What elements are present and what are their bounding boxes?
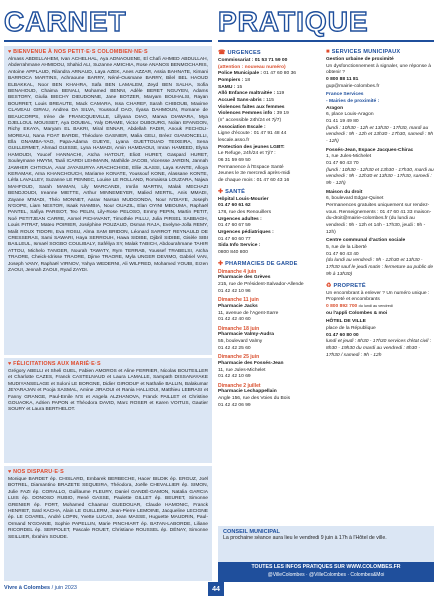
sante-line: 01 47 60 67 59 bbox=[218, 223, 251, 229]
pratique-rule bbox=[218, 40, 434, 42]
ccas-hours: (du lundi au vendredi : 9h - 12h30 et 13h30 - 17h30 sauf le jeudi matin : fermeture au public de 9h à 13h30) bbox=[326, 258, 434, 277]
maison-addr: 6, boulevard Edgar-Quinet bbox=[326, 196, 384, 202]
web-link[interactable]: TOUTES LES INFOS PRATIQUES SUR WWW.COLOMBES.FR bbox=[251, 564, 401, 570]
weddings-text: Grégory ABELLI et Sheli GUEL, Fabien AMOROS et Aline FERRIER, Nicolas BOUTEILLER et Charlotte CAZES, Franck CASTELNAUD et Laura LAMALLE, Sampath DISSANAYAKE MUDIYANSELAGE et Soloni LE BORGNE, Didier GIRODUF et Nathalie BALLIN, Balakumar JEYARAJAN et Pooja SASMAL, Amine JIRAOUI et Rania HALLIOUI, Matthieu LEBRASI et Fanny GRANGE, Paul-Emile N'S et Angela ALZHANOVA, Franck PAILLET et Christine GOUAOKA, Adrien PAPON et Théodora DAVID, Marc ROSER et Karen VOITUS, Gautier SOURY et Laura BERTHELOT. bbox=[8, 369, 208, 413]
pratique-column-1 bbox=[218, 46, 322, 409]
sante-line: 0800 840 800 bbox=[218, 250, 248, 256]
deaths-title: ♥ NOS DISPARU·E·S bbox=[8, 469, 64, 475]
aragon-hours: (lundi : 10h30 - 12h et 13h30 - 17h30, mardi au vendredi : 9h - 12h et 13h30 - 17h30, samedi : 9h - 12h) bbox=[326, 125, 434, 145]
urgences-line: Protection des jeunes LGBT: bbox=[218, 144, 285, 150]
carnet-column bbox=[4, 46, 212, 584]
proprete-text: Un encombrant à enlever ? Un numéro unique : Propreté et encombrants bbox=[326, 290, 430, 303]
pharmacy-entry: Dimanche 11 juin Pharmacie Jacks 11, avenue de l'Agent-Sarre 01 42 42 40 60 bbox=[218, 297, 279, 323]
conseil-title: CONSEIL MUNICIPAL bbox=[223, 529, 280, 535]
proprete-tel: 0 800 892 700 du lundi au vendredi bbox=[326, 303, 393, 309]
deaths-text: Monique BARDET ép. CHISLARD, Embarek BERBECHE, Hacer BILDIK ép. ERGUZ, Joël BOTREL, Diamantino BRAZETE SEQUEIRA, Théodora, Joëlle CHEVALLIER ép. SIMON, Julie FAZI ép. CORALLO, Guillaume FLEURY, Daniel GANDÉ-GAMON, Natalia GARCIA LUIS ép. DONOSO RUBIO, René GASSE, Paulette GILLET ép. BEURET, Simonne GRENIER ép. FORT, Mohamed Chaamar GUEDOUAR, Claude HAMONIC, Franck HENRIET, Saïd KACHA, Alain LE GUILLERM, Jean-Pierre LEMOINE, Jacqueline LECIGNE ép. LE COAREL, André LOPIN, Yvette LUCAS, Jean MASSE, Huguette MAUDRIN, Paul-Ormand N'GOANIE, Sophie PAPELLIN, Marie PINCHIART ép. BATAN-LABORDE, Liliane RICORDEL ép. SERPOLET, Pascale ROUET, Christiane ROUSSEL ép. DÉNAY, Simonne SEILLIER, Ibrahim SOUDE. bbox=[8, 477, 208, 540]
ccas-title: Centre communal d'action sociale bbox=[326, 238, 406, 244]
gestion-tel: 0 800 88 11 81 bbox=[326, 77, 359, 83]
proprete-title: ♻ PROPRETÉ bbox=[326, 282, 366, 289]
births-box bbox=[4, 46, 212, 355]
urgences-line: SAMU : 15 bbox=[218, 84, 243, 90]
pharmacies-title: ✚ PHARMACIES DE GARDE bbox=[218, 260, 298, 267]
urgences-line: (n° accessible 24h/24 et 7j/7) bbox=[218, 118, 282, 124]
urgences-line: Ligne d'écoute : 01 47 91 48 44 bbox=[218, 131, 287, 137]
births-title: ♥ BIENVENUE À NOS PETIT·E·S COLOMBIEN·NE·S bbox=[8, 49, 148, 55]
pharmacy-entry: Dimanche 4 juin Pharmacie des Grèves 215, rue de Président-Salvador-Allende 01 42 42 10 96 bbox=[218, 268, 304, 294]
weddings-title: ♥ FÉLICITATIONS AUX MARIÉ·E·S bbox=[8, 361, 101, 367]
pharmacy-entry: Dimanche 25 juin Pharmacie des Fossés-Jean 11, rue Jules-Michelet 01 42 42 10 69 bbox=[218, 354, 284, 380]
ccas-tel: 01 47 60 43 40 bbox=[326, 251, 359, 257]
heart-icon: ♥ bbox=[8, 49, 14, 55]
carnet-title: CARNET bbox=[4, 6, 127, 37]
web-bar bbox=[218, 562, 434, 582]
gestion-text: Un dysfonctionnement à signaler, une réponse à obtenir ? bbox=[326, 63, 431, 76]
urgences-title: ☎ URGENCES bbox=[218, 50, 261, 56]
urgences-line: de chaque mois : 01 47 60 43 16 bbox=[218, 178, 290, 184]
sante-line: Hôpital Louis-Mourier bbox=[218, 196, 269, 202]
carnet-rule bbox=[4, 40, 212, 42]
maison-text: Permanences gratuites uniquement sur rendez-vous. Renseignements : 01 47 60 41 33 maison-du-droit@mairie-colombes.fr (du lundi au vendredi : 9h - 12h et 14h - 17h30, jeudi : 9h - 12h) bbox=[326, 203, 432, 235]
hotel-addr: place de la République bbox=[326, 325, 376, 331]
urgences-line: Le Refuge, 24h/24 et 7j/7 : bbox=[218, 151, 276, 157]
urgences-line: (attention : nouveau numéro) bbox=[218, 64, 286, 70]
services-title: ■ SERVICES MUNICIPAUX bbox=[326, 49, 401, 55]
urgences-line: Violences Femmes info : 39 19 bbox=[218, 111, 289, 117]
recycle-icon: ♻ bbox=[326, 282, 334, 289]
fosses-tel: 01 47 60 43 70 bbox=[326, 161, 359, 167]
pharmacy-entry: Dimanche 18 juin Pharmacie Valmy-Audra 55, boulevard Valmy 01 42 42 25 60 bbox=[218, 325, 274, 351]
fosses-title: Fossés-Jean, Espace Jacques-Chirac bbox=[326, 147, 414, 153]
urgences-line: Jeunes le 3e mercredi après-midi bbox=[218, 171, 291, 177]
aragon-title: Aragon bbox=[326, 105, 344, 111]
conseil-text: La prochaine séance aura lieu le vendredi 9 juin à 17h à l'Hôtel de ville. bbox=[223, 535, 387, 541]
phone-icon: ☎ bbox=[218, 50, 228, 56]
plus-icon: ✚ bbox=[218, 260, 226, 267]
heart-icon: ♥ bbox=[8, 361, 14, 367]
urgences-line: Association Escale : bbox=[218, 124, 266, 130]
urgences-line: Commissariat : 01 53 71 59 00 bbox=[218, 58, 288, 63]
weddings-box bbox=[4, 358, 212, 463]
proprete-app: ou l'appli Colombes & moi bbox=[326, 310, 388, 316]
plus-icon: ✚ bbox=[218, 188, 226, 195]
fosses-addr: 1, rue Jules-Michelet bbox=[326, 154, 372, 160]
hotel-title: HÔTEL DE VILLE bbox=[326, 319, 366, 325]
gestion-title: Gestion urbaine de proximité bbox=[326, 57, 394, 62]
page-number: 44 bbox=[208, 582, 224, 596]
births-text: Almass ABDELLAHEM, Ivan ACHELHAL, Aya ADNAOUENE, El Chafi AHMED ABDULLAH, Abderrahmane AHMIDOU, Shahid ALI, Suzanne AMICHIA, Rose ANANOS BENMOCHARIS, Antoine APPLAUD, Rilandra ARNAUD, Laya AZEK, Anes AZZAR, Assia BAHNATE, Kimani BARROCA MARTINS, Achraoune BARRY, Néné-Ousmane BARRY, Bilel BEL HAOUD ELBAKKAL, Noor BEN KHAHRA, Safa BEN LAMALEM, Zeyd BEN SALHA, Sofia BENAHOUD, Chaima BENALI, Mohamed BENNI, Adèle BERET NGUYEN, Adams BESTORY, Giulia BIECHY DIEUDONNE, Jane BOTZER, Maryam BOUHALSI, Rayan BOURRET, Louis BREAUTE, Mack CAMARA, Issa CHAREF, Sarah CHIBOUB, Maxime CLAVEAU GIRAU, Andrea DA SILVA, Youssouf DAO, Ilyasa DAHMOUN, Romane de BEAUCORPS, Irène de FRANCQUEVILLE, Lillyana DIAO, Marwa DIAWARA, Mya DJELLOUL MOUSSET, Aya DOUBAL, Yaly DRAME, Victor DUBOURG, Nolan EFANGON, Richy EKAYA, Maryam EL BAKRI, Miral ENNAR, Abdellah FADIR, Anouk FECHOLI-MOREAU, Nana FOAT BARDE, Théodore GASNIER, Malia GELI, Bréez GIANONCELLI, Ella GNAMBA-YAO, Papa-Adama GUEYE, Lyana GUETTOUAD TEIXEIRA, Sena GUILLERMET, Ahmad GUISSE, Lyna HAMADI, Amin HAMDAOUI, Imran HAMEED, Elyna HAMOUDI, Youcef HANNACHI, Aïcha HATOUT, Eliott HURET, Gaspard HURET, Souleymane HWYM, Taali ICARDI LEHMANN, Mathilde JACOB, Vicensse JARDIN, Jannah JAWHER CHTIOUA, Anaï JAYASURYA ARACHCHIGE, Ellie JLASSI, Laya KANTE, Alloya KERAMAK, Aïna KHANCHOUCH, Mariame KONATE, Youssouf KONE, Alassane KONTE, Léïla LAVALLEY, Suzanne LE PENNEC, Louise LE ROLLAND, Romaissa LOUZARA, Najwa MAHFOUD, Sarah MAMAN, Lily MARCANDI, Imrân MARTIN, Malak MECHAZI BENDJOUDI, Ireanne MIETTE, Arthur MINNEMEYER, Malied MERTIL, Anis MMADI, Zayane M'MADI, Théo MONNET, Aarav Narsan MUDGONDA, Nour N'DIAYE, Joseph N'GOPE, Liam NESTOR, Isaak NIAMBIA, Nour OUAZIL, Elan OYINI MBOUMA, Raphaël PANTEL, Safiya PARISOT, Teo PELIN, Lily-Rose PELOSO, Emmy PEPIN, Martin PETIT, Noé PETITJEAN CARRE, Anmel PICHAVANT, Timothée PILLU, Julia PIRSEL SABBAGH, Louis PITRAT, Mateo POIRIER, Joséphine POUZAUD, Osman RAJA, Evelyne-Jolla REMY, Malit ROUX TIDORI, Eva ROSU, Alma SAM BRIDON, Léonard SARROT REYNAULD DE CRESSERAS, Sami SAWARI, Haya SERROUH, Hawa SIDIBE, Djibril SIDIBE, Gisèle SIBI BAILLEUL, Ismaël SOGBO COULIBALY, Saféliya SY, Malak TABICH, Abdourahmane TAHIR ATTOU, Michelo TANGER, Nourah TAWATY, Rym TERRAB, Youssef TRABELSI, Aïcha TRAORE, Cheick-Idrisse TRAORE, Djime TRAORE, Myla UNGER DEVIMO, Gabriel VAN, Joseph VANY, Raphaël VIRNOV, Yahya WEDERNI, Ali WILFRED, Mohamed YOUBI, Erzen ZAOUI, Jennah ZAOUI, Ryad ZAYDI. bbox=[8, 57, 208, 273]
urgences-line: Police Municipale : 01 47 60 80 36 bbox=[218, 71, 297, 77]
aragon-tel: 01 41 19 49 80 bbox=[326, 119, 359, 125]
urgences-line: Violences faites aux femmes bbox=[218, 104, 285, 110]
sante-line: 178, rue des Renouillers bbox=[218, 210, 272, 216]
urgences-line[interactable]: lescale.asso.fr bbox=[218, 138, 250, 144]
urgences-line: 06 31 59 69 50 bbox=[218, 158, 251, 164]
sante-line: 01 47 60 60 77 bbox=[218, 236, 251, 242]
pratique-title: PRATIQUE bbox=[218, 6, 369, 37]
footer-magazine: Vivre à Colombes / juin 2023 bbox=[4, 585, 77, 591]
pratique-column-2 bbox=[326, 46, 434, 359]
gestion-mail[interactable]: gup@mairie-colombes.fr bbox=[326, 83, 380, 89]
urgences-line: Allô Enfance maltraitée : 119 bbox=[218, 91, 285, 97]
hotel-tel: 01 47 60 80 00 bbox=[326, 332, 359, 338]
deaths-box bbox=[4, 466, 212, 581]
maison-title: Maison du droit bbox=[326, 189, 363, 195]
urgences-line: Pompiers : 18 bbox=[218, 78, 251, 84]
pratique-header bbox=[218, 4, 434, 40]
pharmacy-entry: Dimanche 2 juillet Pharmacie Lechappellain Angle 156, rue des Voies du Bois 01 42 42 06 99 bbox=[218, 382, 291, 408]
fosses-hours: (lundi : 10h30 - 12h30 et 13h30 - 17h30, mardi au vendredi : 9h - 12h30 et 13h30 - 17h30, samedi : 9h - 12h) bbox=[326, 167, 434, 187]
hotel-hours: lundi et jeudi : 8h30 - 17h30 services d'état civil : 8h30 - 19h30 du mardi au vendredi : 8h30 - 17h30 / samedi : 9h - 12h bbox=[326, 339, 432, 358]
urgences-line: Permanence à l'Espace Santé bbox=[218, 164, 284, 170]
urgences-line: Accueil Sans-abris : 115 bbox=[218, 98, 274, 104]
fs-sub: - Mairies de proximité : bbox=[326, 99, 380, 105]
sante-line: Urgences pédiatriques : bbox=[218, 230, 274, 236]
fs-title: France Services bbox=[326, 92, 364, 98]
social-links[interactable]: @VilleColombes · @VilleColombes · Colombes&Moi bbox=[267, 572, 385, 578]
sante-line: Sida Info Service : bbox=[218, 243, 261, 249]
conseil-box bbox=[218, 526, 434, 562]
heart-icon: ♥ bbox=[8, 469, 14, 475]
carnet-header bbox=[4, 4, 204, 40]
sante-title: ✚ SANTÉ bbox=[218, 188, 246, 195]
aragon-addr: 6, place Louis-Aragon bbox=[326, 112, 374, 118]
sante-line: 01 47 60 61 62 bbox=[218, 203, 251, 209]
building-icon: ■ bbox=[326, 49, 332, 55]
ccas-addr: 5, rue de la Liberté bbox=[326, 245, 367, 251]
sante-line: Urgences adultes : bbox=[218, 216, 262, 222]
